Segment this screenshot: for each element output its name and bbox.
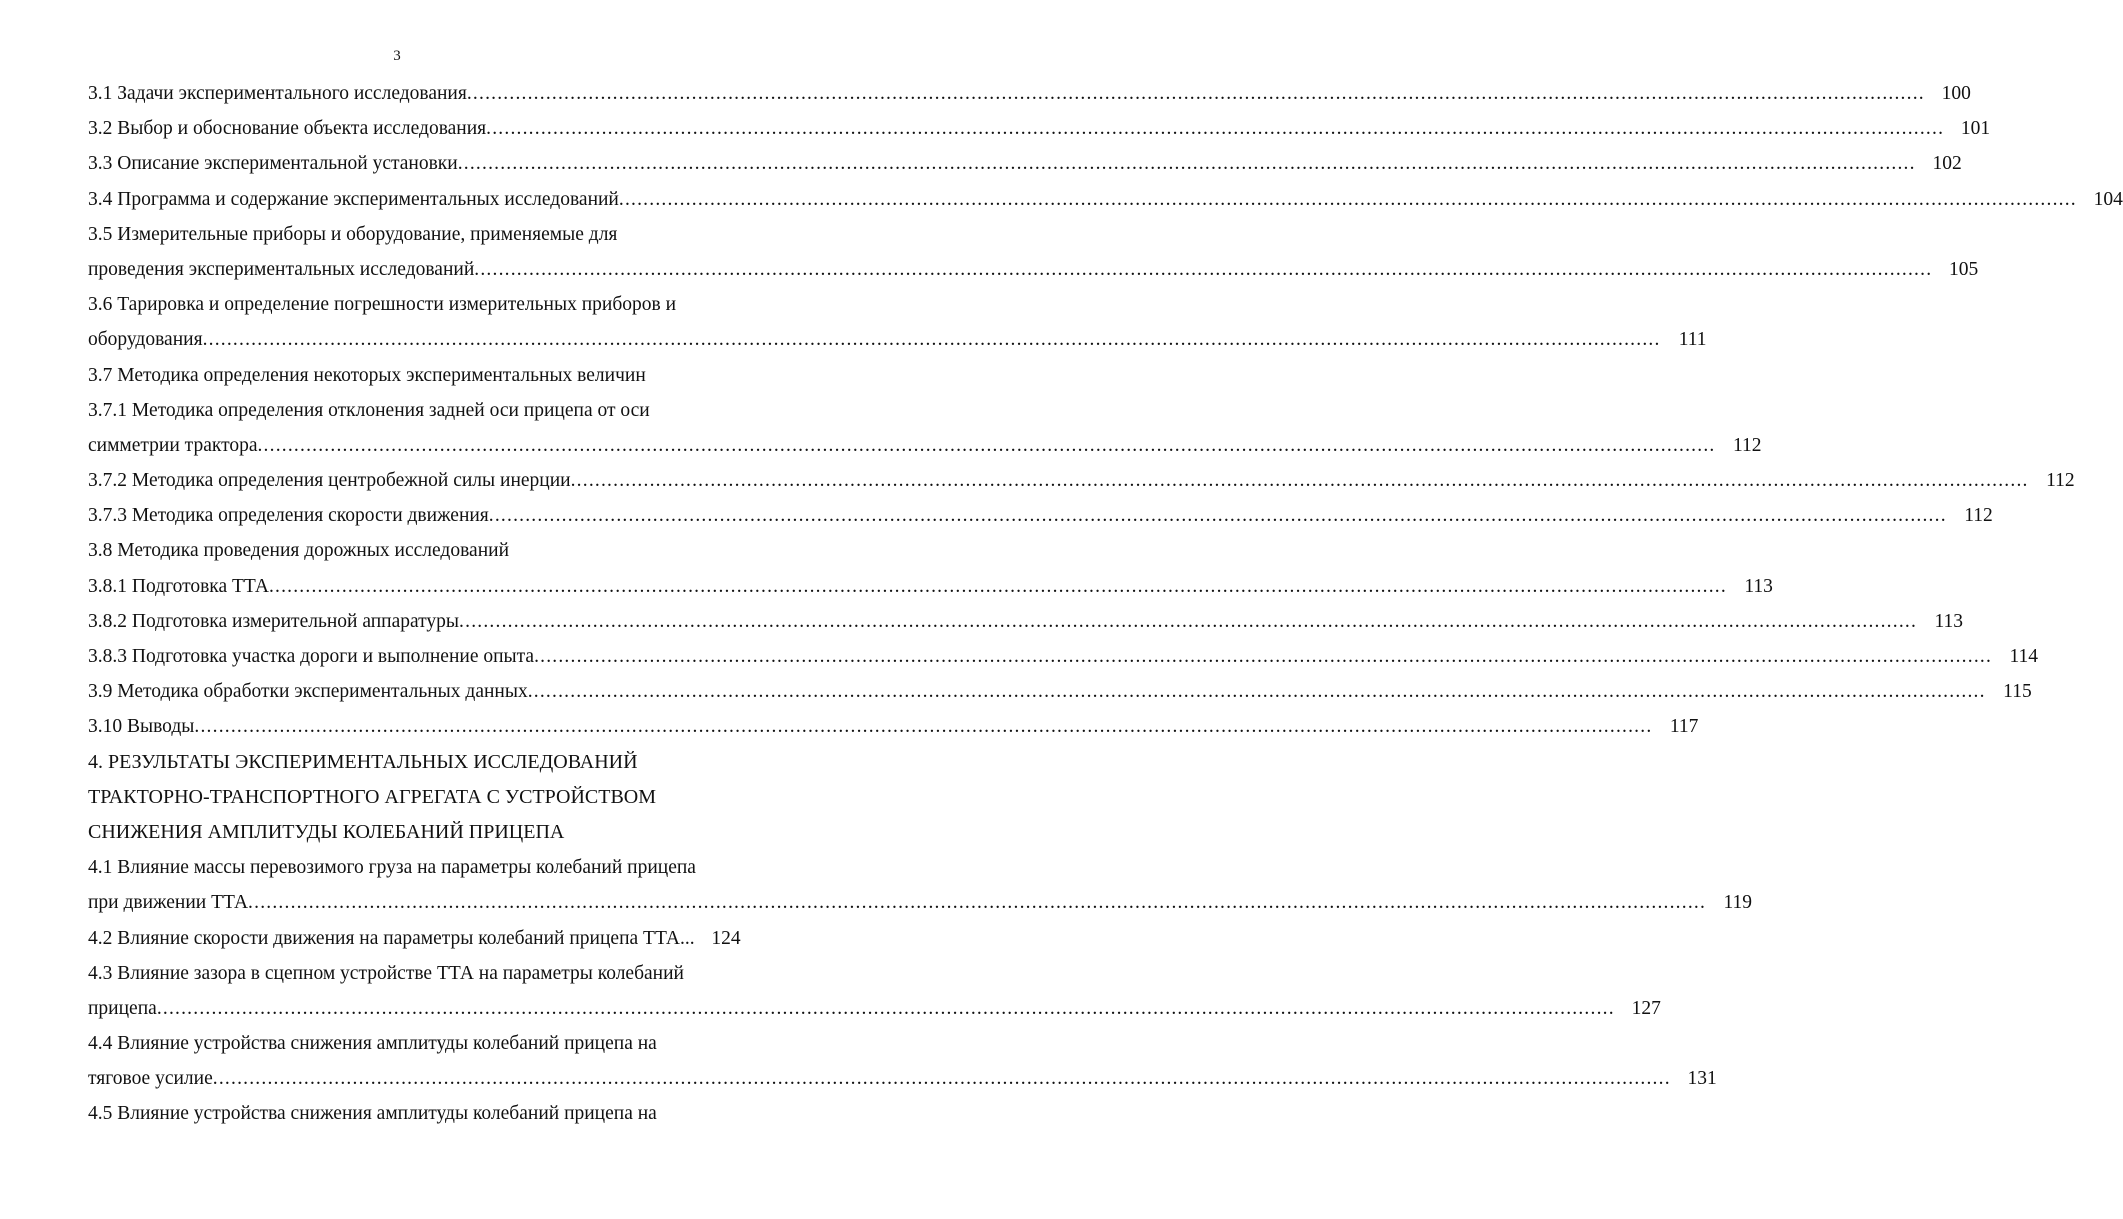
- toc-page-number: 115: [2003, 681, 2032, 703]
- toc-heading: [88, 815, 734, 850]
- dot-leader: [203, 322, 1661, 357]
- toc-entry: [88, 674, 2032, 709]
- toc-entry-title: 3.7.1 Методика определения отклонения задней оси прицепа от оси: [88, 399, 650, 421]
- toc-entry-title: 4.2 Влияние скорости движения на параметры колебаний прицепа ТТА...: [88, 927, 695, 949]
- toc-entry-title: 4.4 Влияние устройства снижения амплитуды колебаний прицепа на: [88, 1033, 657, 1055]
- toc-page-number: 112: [2046, 470, 2075, 492]
- toc-entry: [88, 146, 1962, 181]
- toc-entry-title: 3.8.3 Подготовка участка дороги и выполнение опыта: [88, 646, 535, 667]
- toc-entry-title: 3.7 Методика определения некоторых экспериментальных величин: [88, 364, 646, 386]
- toc-page-number: 101: [1960, 118, 1991, 140]
- toc-page-number: 113: [1934, 610, 1964, 632]
- toc-entry-title: 3.5 Измерительные приборы и оборудование, применяемые для: [88, 223, 618, 245]
- toc-entry-title: 4.3 Влияние зазора в сцепном устройстве ТТА на параметры колебаний: [88, 962, 684, 984]
- toc-page-number: 119: [1723, 892, 1753, 914]
- toc-entry: [88, 322, 1707, 357]
- toc-entry-title: 3.1 Задачи экспериментального исследования: [88, 83, 467, 104]
- dot-leader: [528, 674, 1986, 709]
- dot-leader: [534, 639, 1992, 674]
- toc-entry-title: прицепа: [88, 997, 157, 1019]
- toc-entry-title: 3.3 Описание экспериментальной установки: [88, 153, 458, 175]
- toc-entry-title: 3.2 Выбор и обоснование объекта исследования: [88, 118, 487, 140]
- toc-entry: [88, 991, 1661, 1026]
- toc-page-number: 127: [1631, 997, 1661, 1019]
- toc-entry-title: 3.8.2 Подготовка измерительной аппаратуры: [88, 610, 460, 632]
- dot-leader: [269, 569, 1727, 604]
- toc-entry-title: тяговое усилие: [88, 1068, 213, 1090]
- toc-page-number: 124: [711, 927, 741, 949]
- toc-entry: [88, 428, 1762, 463]
- toc-page-number: 100: [1941, 83, 1971, 104]
- toc-entry-title: проведения экспериментальных исследований: [88, 258, 475, 280]
- toc-entry: [88, 604, 1964, 639]
- dot-leader: [458, 146, 1916, 181]
- toc-entry: [88, 252, 1979, 287]
- toc-entry: [88, 217, 734, 252]
- toc-entry: [88, 956, 734, 991]
- toc-entry: [88, 76, 1971, 111]
- page-number: 3: [393, 48, 401, 64]
- dot-leader: [257, 428, 1715, 463]
- toc-entry: [88, 885, 1753, 920]
- toc-entry: [88, 1061, 1717, 1096]
- toc-entry: [88, 393, 734, 428]
- toc-page-number: 102: [1932, 153, 1962, 175]
- dot-leader: [194, 709, 1652, 744]
- toc-page-number: 113: [1744, 575, 1773, 597]
- toc-page-number: 104: [2093, 188, 2123, 210]
- toc-page-number: 111: [1678, 329, 1707, 351]
- toc-page-number: 131: [1687, 1068, 1717, 1090]
- toc-entry-title: 3.4 Программа и содержание экспериментальных исследований: [88, 188, 619, 210]
- toc-heading: [88, 780, 734, 815]
- table-of-contents: [88, 76, 2123, 1132]
- toc-entry: [88, 850, 734, 885]
- toc-entry: [88, 182, 2123, 217]
- toc-entry-title: 3.7.2 Методика определения центробежной силы инерции: [88, 470, 571, 492]
- toc-page-number: 114: [2009, 646, 2039, 667]
- toc-entry: [88, 1026, 734, 1061]
- dot-leader: [486, 111, 1944, 146]
- toc-entry: [88, 569, 1773, 604]
- toc-page-number: 112: [1732, 434, 1762, 456]
- toc-entry-title: 4.1 Влияние массы перевозимого груза на параметры колебаний прицепа: [88, 857, 696, 879]
- dot-leader: [571, 463, 2029, 498]
- dot-leader: [619, 182, 2077, 217]
- toc-entry: [88, 639, 2039, 674]
- toc-heading: [88, 745, 734, 780]
- toc-entry-title: оборудования: [88, 329, 203, 351]
- toc-entry-title: 3.9 Методика обработки экспериментальных данных: [88, 681, 528, 703]
- toc-entry-title: ТРАКТОРНО-ТРАНСПОРТНОГО АГРЕГАТА С УСТРОЙСТВОМ: [88, 785, 657, 808]
- toc-page-number: 117: [1669, 716, 1699, 738]
- dot-leader: [459, 604, 1917, 639]
- toc-entry-title: при движении ТТА: [88, 892, 249, 914]
- toc-entry-title: 4. РЕЗУЛЬТАТЫ ЭКСПЕРИМЕНТАЛЬНЫХ ИССЛЕДОВАНИЙ: [88, 750, 638, 773]
- toc-entry-title: 3.6 Тарировка и определение погрешности измерительных приборов и: [88, 294, 677, 316]
- toc-entry-title: 3.8 Методика проведения дорожных исследований: [88, 540, 510, 562]
- toc-entry: [88, 463, 2075, 498]
- toc-entry-title: 3.7.3 Методика определения скорости движения: [88, 505, 489, 527]
- toc-entry-title: 3.8.1 Подготовка ТТА: [88, 575, 269, 597]
- dot-leader: [489, 498, 1947, 533]
- toc-entry: [88, 498, 1993, 533]
- toc-entry: [88, 287, 734, 322]
- dot-leader: [157, 991, 1615, 1026]
- toc-entry-title: симметрии трактора: [88, 434, 258, 456]
- toc-entry-title: 3.10 Выводы: [88, 716, 195, 738]
- toc-entry: [88, 921, 741, 956]
- dot-leader: [474, 252, 1932, 287]
- dot-leader: [213, 1061, 1671, 1096]
- toc-page-number: 105: [1949, 258, 1979, 280]
- toc-entry: [88, 1096, 734, 1131]
- toc-entry: [88, 111, 1991, 146]
- toc-page-number: 112: [1964, 505, 1993, 527]
- dot-leader: [248, 885, 1706, 920]
- toc-entry: [88, 709, 1699, 744]
- toc-entry-title: 4.5 Влияние устройства снижения амплитуды колебаний прицепа на: [88, 1103, 657, 1125]
- dot-leader: [467, 76, 1925, 111]
- toc-entry: [88, 533, 734, 568]
- toc-entry: [88, 358, 734, 393]
- toc-entry-title: СНИЖЕНИЯ АМПЛИТУДЫ КОЛЕБАНИЙ ПРИЦЕПА: [88, 820, 565, 843]
